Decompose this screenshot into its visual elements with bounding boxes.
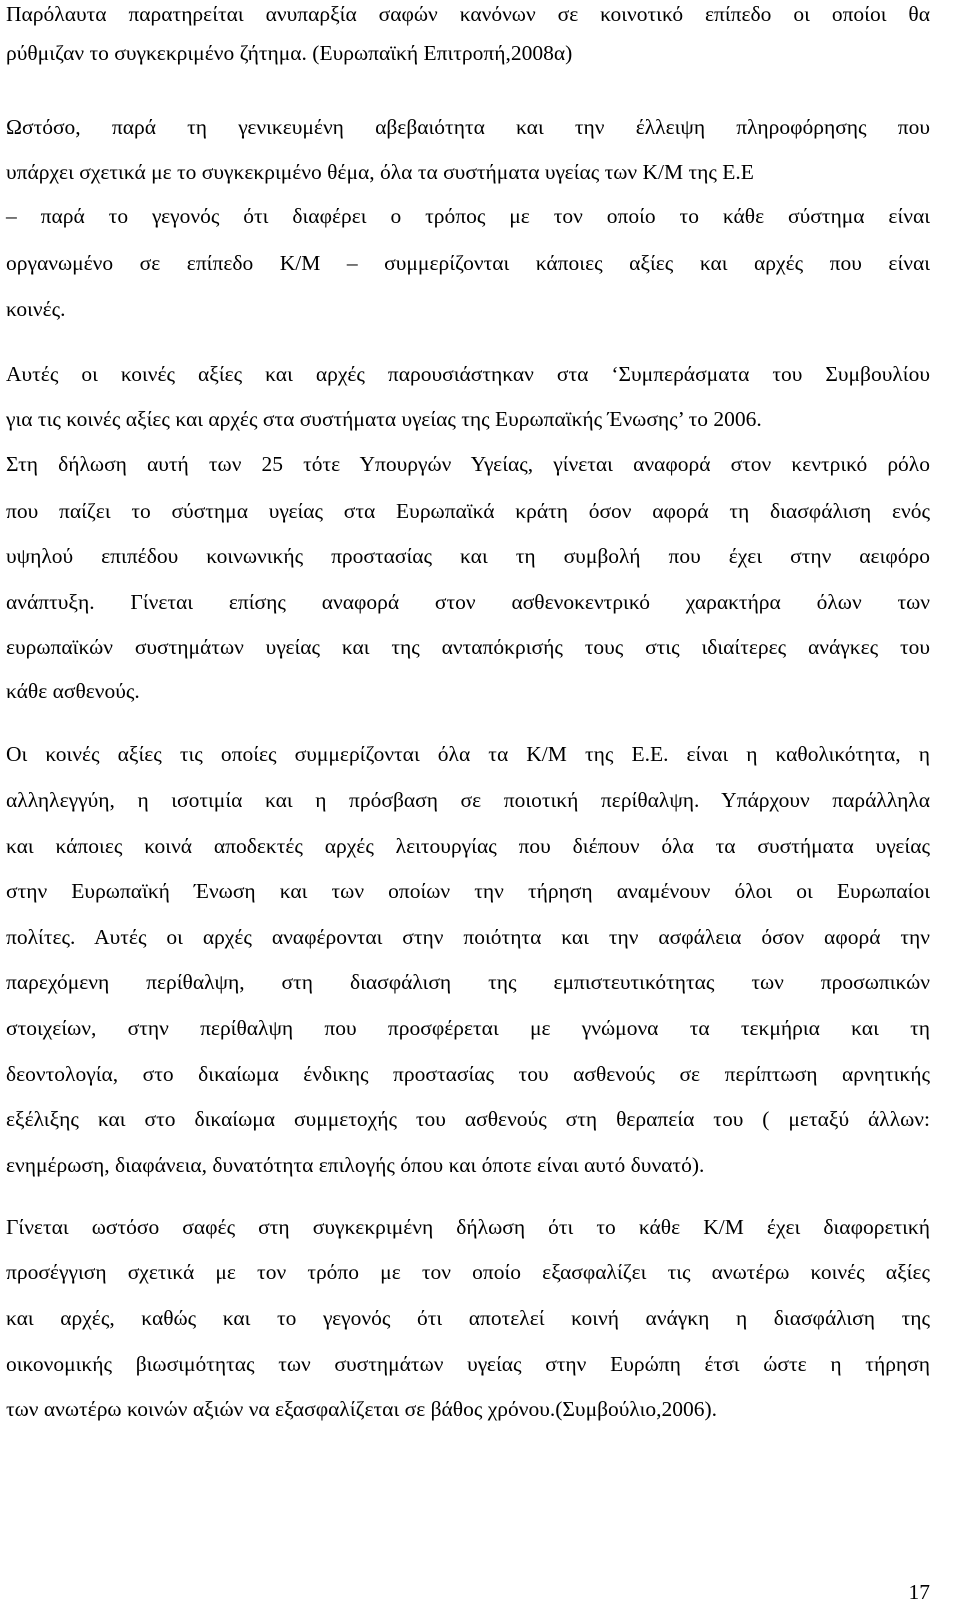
text-line: Ωστόσο, παρά τη γενικευμένη αβεβαιότητα και την έλλειψη πληροφόρησης που [6,115,930,139]
text-line: κοινές. [6,297,66,321]
text-line: και αρχές, καθώς και το γεγονός ότι αποτελεί κοινή ανάγκη η διασφάλιση της [6,1306,930,1330]
text-line: δεοντολογία, στο δικαίωμα ένδικης προστασίας του ασθενούς σε περίπτωση αρνητικής [6,1062,930,1086]
text-line: υπάρχει σχετικά με το συγκεκριμένο θέμα, όλα τα συστήματα υγείας των Κ/Μ της Ε.Ε [6,160,754,184]
text-line: εξέλιξης και στο δικαίωμα συμμετοχής του ασθενούς στη θεραπεία του ( μεταξύ άλλων: [6,1107,930,1131]
text-line: Αυτές οι κοινές αξίες και αρχές παρουσιάστηκαν στα ‘Συμπεράσματα του Συμβουλίου [6,362,930,386]
text-line: για τις κοινές αξίες και αρχές στα συστήματα υγείας της Ευρωπαϊκής Ένωσης’ το 2006. [6,407,762,431]
text-line: Παρόλαυτα παρατηρείται ανυπαρξία σαφών κανόνων σε κοινοτικό επίπεδο οι οποίοι θα [6,2,930,26]
text-line: αλληλεγγύη, η ισοτιμία και η πρόσβαση σε ποιοτική περίθαλψη. Υπάρχουν παράλληλα [6,788,930,812]
text-line: πολίτες. Αυτές οι αρχές αναφέρονται στην ποιότητα και την ασφάλεια όσον αφορά την [6,925,930,949]
text-line: των ανωτέρω κοινών αξιών να εξασφαλίζεται σε βάθος χρόνου.(Συμβούλιο,2006). [6,1397,718,1421]
text-line: Οι κοινές αξίες τις οποίες συμμερίζονται όλα τα Κ/Μ της Ε.Ε. είναι η καθολικότητα, η [6,742,930,766]
text-line: ρύθμιζαν το συγκεκριμένο ζήτημα. (Ευρωπαϊκή Επιτροπή,2008α) [6,41,573,65]
text-line: που παίζει το σύστημα υγείας στα Ευρωπαϊκά κράτη όσον αφορά τη διασφάλιση ενός [6,499,930,523]
text-line: και κάποιες κοινά αποδεκτές αρχές λειτουργίας που διέπουν όλα τα συστήματα υγείας [6,834,930,858]
text-line: οργανωμένο σε επίπεδο Κ/Μ – συμμερίζονται κάποιες αξίες και αρχές που είναι [6,251,930,275]
text-line: οικονομικής βιωσιμότητας των συστημάτων υγείας στην Ευρώπη έτσι ώστε η τήρηση [6,1352,930,1376]
text-line: στοιχείων, στην περίθαλψη που προσφέρεται με γνώμονα τα τεκμήρια και τη [6,1016,930,1040]
text-line: Γίνεται ωστόσο σαφές στη συγκεκριμένη δήλωση ότι το κάθε Κ/Μ έχει διαφορετική [6,1215,930,1239]
text-line: προσέγγιση σχετικά με τον τρόπο με τον οποίο εξασφαλίζει τις ανωτέρω κοινές αξίες [6,1260,930,1284]
text-line: παρεχόμενη περίθαλψη, στη διασφάλιση της εμπιστευτικότητας των προσωπικών [6,970,930,994]
text-line: στην Ευρωπαϊκή Ένωση και των οποίων την τήρηση αναμένουν όλοι οι Ευρωπαίοι [6,879,930,903]
text-line: Στη δήλωση αυτή των 25 τότε Υπουργών Υγείας, γίνεται αναφορά στον κεντρικό ρόλο [6,452,930,476]
page-number: 17 [908,1580,930,1604]
text-line: υψηλού επιπέδου κοινωνικής προστασίας και τη συμβολή που έχει στην αειφόρο [6,544,930,568]
text-line: ενημέρωση, διαφάνεια, δυνατότητα επιλογής όπου και όποτε είναι αυτό δυνατό). [6,1153,705,1177]
text-line: κάθε ασθενούς. [6,679,140,703]
text-line: – παρά το γεγονός ότι διαφέρει ο τρόπος με τον οποίο το κάθε σύστημα είναι [6,204,930,228]
text-line: ανάπτυξη. Γίνεται επίσης αναφορά στον ασθενοκεντρικό χαρακτήρα όλων των [6,590,930,614]
text-line: ευρωπαϊκών συστημάτων υγείας και της ανταπόκρισής τους στις ιδιαίτερες ανάγκες του [6,635,930,659]
